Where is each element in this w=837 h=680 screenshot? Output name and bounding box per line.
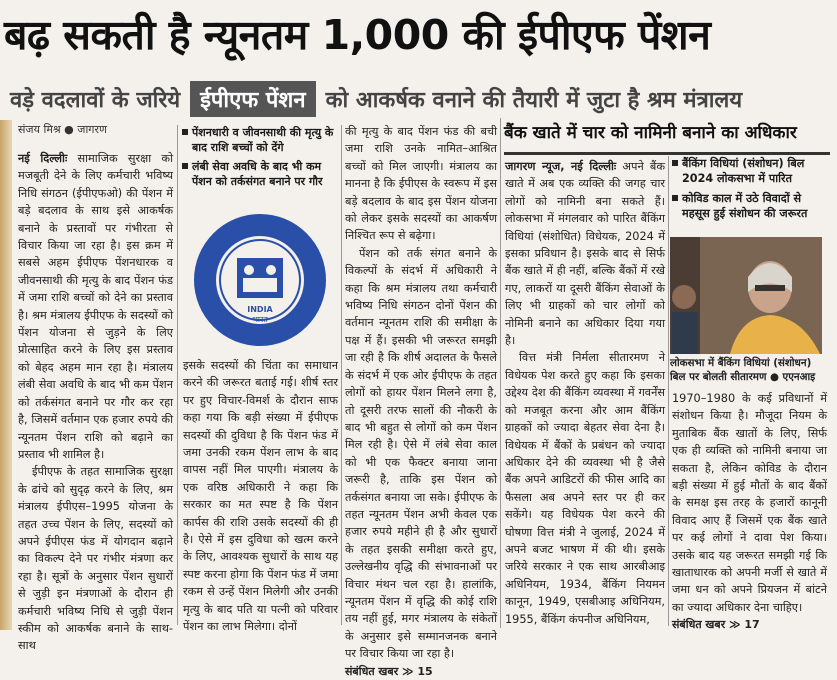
- bullet-item: पेंशनधारी व जीवनसाथी की मृत्यु के बाद राशि बच्चों को देंगे: [182, 125, 339, 155]
- paragraph: ईपीएफ के तहत सामाजिक सुरक्षा के ढांचे को सुदृढ़ करने के लिए, श्रम मंत्रालय ईपीएस–1995 योजना के तहत उच्च पेंशन के लिए, सदस्यों को अपने ईपीएस फंड में योगदान बढ़ाने का विकल्प देने पर गंभीर मंत्रणा कर रहा है। सूत्रों के अनुसार पेंशन सुधारों से जुड़ी इन मंत्रणाओं के दौरान ही कर्मचारी भविष्य निधि से जुड़ी पेंशन स्कीम को आकर्षक बनाने के साथ-साथ: [18, 465, 173, 653]
- article-column-2: [183, 357, 338, 634]
- paragraph-text: सामाजिक सुरक्षा को मजबूती देने के लिए कर्मचारी भविष्य निधि संगठन (ईपीएफओ) की पेंशन में बड़े बदलाव के साथ इसे आकर्षक बनाने के प्रस्तावों पर गंभीरता से विचार किया जा रहा है। इस क्रम में सबसे अहम ईपीएफ पेंशनधारक व जीवनसाथी की मृत्यु के बाद पेंशन फंड में जमा राशि बच्चों को देने का प्रस्ताव है। श्रम मंत्रालय ईपीएफ के सदस्यों को पेंशन योजना से जुड़ने के लिए प्रोत्साहित करने के लिए इस प्रस्ताव को बेहद अहम मान रहा है। मंत्रालय लंबी सेवा अवधि के बाद भी कम पेंशन को तर्कसंगत बनाने पर गौर कर रहा है, जिसमें वर्तमान एक हजार रुपये की न्यूनतम पेंशन राशि को बढ़ाने का प्रस्ताव भी शामिल है।: [18, 152, 174, 461]
- paragraph: इसके सदस्यों की चिंता का समाधान करने की जरूरत बताई गई। शीर्ष स्तर पर हुए विचार-विमर्श के दौरान साफ कहा गया कि बड़ी संख्या में ईपीएफ सदस्यों की दुविधा है कि पेंशन फंड में जमा उनकी रकम पेंशन लाभ के बाद वापस नहीं मिल पाएगी। मंत्रालय के एक वरिष्ठ अधिकारी ने कहा कि सरकार का मत स्पष्ट है कि पेंशन कार्पस की राशि उसके सदस्यों की ही है। ऐसे में इस दुविधा को खत्म करने के लिए, आवश्यक सुधारों के साथ यह स्पष्ट करना होगा कि पेंशन फंड में जमा रकम से उन्हें पेंशन मिलेगी और उनकी मृत्यु के बाद पति या पत्नी को परिवार पेंशन का लाभ मिलेगा। दोनों: [183, 359, 338, 634]
- paragraph: वित्त मंत्री निर्मला सीतारमण ने विधेयक पेश करते हुए कहा कि इसका उद्देश्य देश की बैंकिंग व्यवस्था में गवर्नेंस को मजबूत करना और आम बैंकिंग ग्राहकों को ज्यादा बेहतर सेवा देना है। विधेयक में बैंकों के प्रबंधन को ज्यादा अधिकार देने की व्यवस्था भी है जैसे बैंक अपने आडिटरों की फीस आदि का फैसला अब अपने स्तर पर ही कर सकेंगे। यह विधेयक पेश करने की घोषणा वित्त मंत्री ने जुलाई, 2024 में अपने बजट भाषण में की थी। इसके जरिये सरकार ने एक साथ आरबीआइ अधिनियम, 1934, बैंकिंग नियमन कानून, 1949, एसबीआइ अधिनियम, 1955, बैंकिंग कंपनीज अधिनियम,: [505, 351, 665, 626]
- epfo-logo: [185, 210, 335, 350]
- logo-country-hi: भारत: [252, 315, 268, 324]
- paragraph: [18, 150, 173, 463]
- story2-bullets: [672, 156, 830, 226]
- dateline: नई दिल्लीः: [18, 152, 68, 165]
- paragraph: की मृत्यु के बाद पेंशन फंड की बची जमा राशि उनके नामित–आश्रित बच्चों को मिल जाएगी। मंत्रालय का मानना है कि ईपीएस के स्वरूप में इस बड़े बदलाव के बाद इस पेंशन योजना को लेकर इसके सदस्यों का आकर्षण निश्चित रूप से बढ़ेगा।: [345, 125, 497, 243]
- photo-caption: लोकसभा में बैंकिंग विधियां (संशोधन) बिल पर बोलती सीतारमण ● एएनआइ: [670, 357, 816, 383]
- article-column-3: [345, 123, 497, 678]
- bullet-item: बैंकिंग विधियां (संशोधन) बिल 2024 लोकसभा में पारित: [672, 156, 830, 186]
- column-divider: [500, 118, 501, 628]
- news-photo: [670, 237, 822, 354]
- bullet-item: कोविड काल में उठे विवादों से महसूस हुई संशोधन की जरूरत: [672, 191, 830, 221]
- paragraph: [505, 158, 665, 349]
- subheadline: [10, 77, 830, 121]
- story2-column-2: [672, 390, 827, 632]
- article-column-1: [18, 150, 174, 653]
- column-divider: [177, 125, 178, 625]
- highlight-bullets: [182, 125, 339, 193]
- bullet-item: लंबी सेवा अवधि के बाद भी कम पेंशन को तर्कसंगत बनाने पर गौर: [182, 159, 339, 189]
- story2-headline: बैंक खाते में चार को नामिनी बनाने का अधिकार: [504, 120, 830, 155]
- subhead-text-before: वड़े वदलावों के जरिये: [10, 88, 181, 113]
- paragraph: पेंशन को तर्क संगत बनाने के विकल्पों के संदर्भ में अधिकारी ने कहा कि श्रम मंत्रालय तथा कर्मचारी भविष्य निधि संगठन दोनों पेंशन की वर्तमान न्यूनतम राशि की समीक्षा के पक्ष में हैं। इसकी भी जरूरत समझी जा रही है कि शीर्ष अदालत के फैसले के संदर्भ में एक ओर ईपीएफ के तहत लोगों को हायर पेंशन मिलने लगा है, तो दूसरी तरफ सालों की नौकरी के बाद भी बहुत से लोगों को कम पेंशन मिल रही है। ऐसे में लंबे सेवा काल को भी एक फैक्टर बनाया जाना जरूरी है, ताकि इस पेंशन को तर्कसंगत बनाया जा सके। ईपीएफ के तहत न्यूनतम पेंशन अभी केवल एक हजार रुपये महीने ही है और सुधारों के तहत इसकी समीक्षा करते हुए, उल्लेखनीय वृद्धि की संभावनाओं पर विचार मंथन चल रहा है। हालांकि, न्यूनतम पेंशन में वृद्धि की कोई राशि तय नहीं हुई, मगर मंत्रालय के संकेतों के अनुसार इसे सम्मानजनक बनाने पर विचार किया जा रहा है।: [345, 246, 497, 661]
- continued-link: संबंधित खबर ≫ 15: [345, 664, 433, 678]
- subhead-text-after: को आकर्षक वनाने की तैयारी में जुटा है श्रम मंत्रालय: [325, 88, 743, 113]
- paragraph-text: अपने बैंक खाते में अब एक व्यक्ति की जगह चार लोगों को नामिनी बना सकते हैं। लोकसभा में मंगलवार को पारित बैंकिंग विधियां (संशोधित) विधेयक, 2024 में इसका प्रविधान है। इसके बाद से सिर्फ बैंक खाते में ही नहीं, बल्कि बैंकों में रखे गए, लाकरों या दूसरी बैंकिंग सेवाओं के लिए भी ग्राहकों को चार लोगों को नोमिनी बनाने का अधिकार दिया गया है।: [505, 160, 665, 348]
- paragraph: 1970–1980 के कई प्रविधानों में संशोधन किया है। मौजूदा नियम के मुताबिक बैंक खातों के लिए, सिर्फ एक ही व्यक्ति को नामिनी बनाया जा सकता है, लेकिन कोविड के दौरान बड़ी संख्या में हुई मौतों के बाद बैंकों के समक्ष इस तरह के हजारों कानूनी विवाद आए हैं जिसमें एक बैंक खाते पर कई लोगों ने दावा पेश किया। उसके बाद यह जरूरत समझी गई कि खाताधारक को अपनी मर्जी से खाते में जमा धन को अपने प्रियजन में बांटने का ज्यादा अधिकार देना चाहिए।: [672, 392, 827, 614]
- story2-column-1: [505, 158, 665, 626]
- logo-country-en: INDIA: [247, 305, 273, 314]
- subhead-highlight: ईपीएफ पेंशन: [190, 81, 315, 117]
- page-edge-decoration: [0, 120, 12, 630]
- byline: संजय मिश्र ● जागरण: [18, 123, 107, 136]
- column-divider: [668, 156, 669, 626]
- column-divider: [341, 125, 342, 625]
- main-headline: बढ़ सकती है न्यूनतम 1,000 की ईपीएफ पेंशन: [4, 11, 711, 59]
- dateline: जागरण न्यूज, नई दिल्लीः: [505, 160, 617, 173]
- continued-link: संबंधित खबर ≫ 17: [672, 618, 760, 632]
